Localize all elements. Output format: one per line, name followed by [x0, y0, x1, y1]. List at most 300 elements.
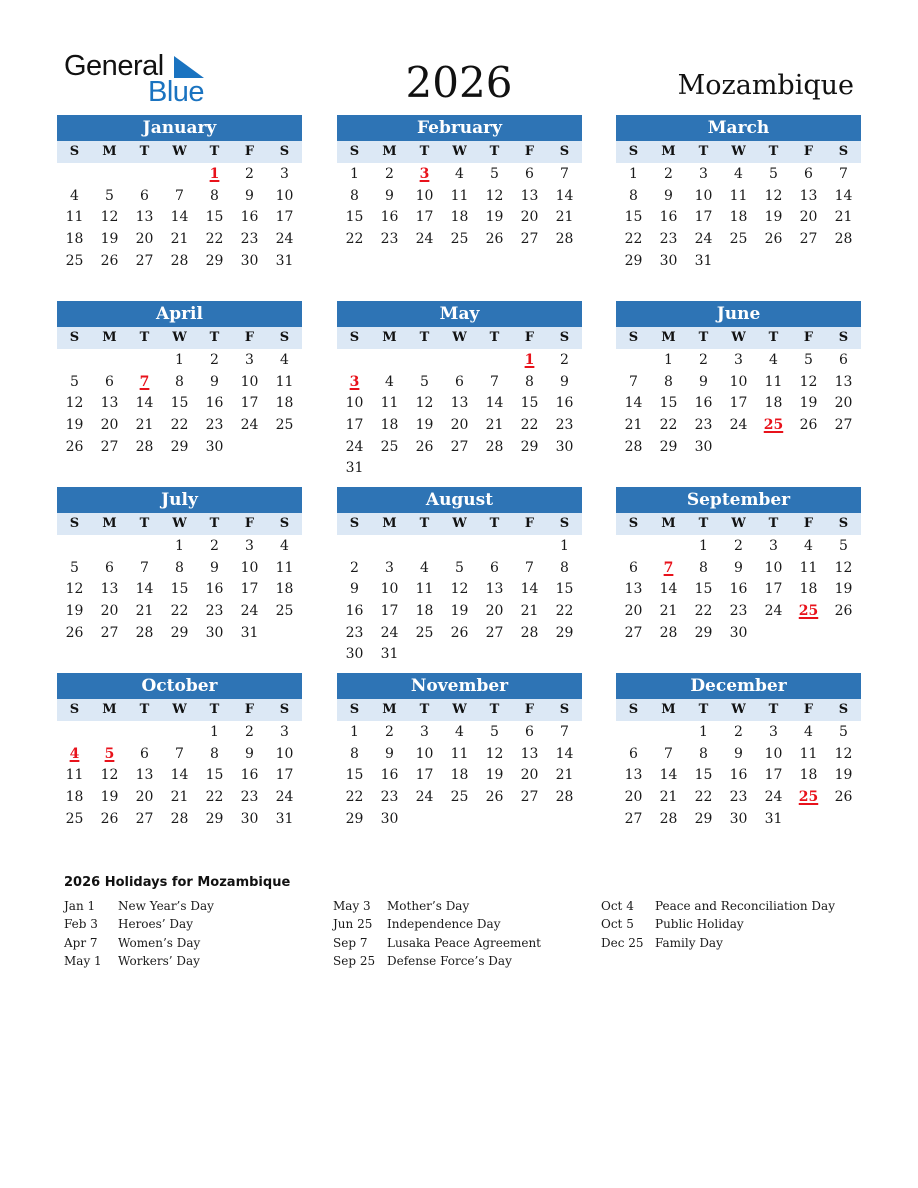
day-cell: 28	[659, 624, 678, 641]
month-header: February	[337, 115, 582, 141]
day-cell: 15	[345, 209, 364, 226]
day-cell: 29	[659, 438, 678, 455]
day-cell: 14	[520, 581, 539, 598]
empty-day-cell	[127, 721, 162, 743]
day-cell: 13	[485, 581, 504, 598]
weekday-label: T	[139, 516, 150, 531]
day-cell: 17	[240, 581, 259, 598]
holiday-name: Peace and Reconciliation Day	[655, 899, 835, 913]
day-cell: 20	[100, 417, 119, 434]
day-cell: 21	[485, 417, 504, 434]
day-cell: 13	[100, 581, 119, 598]
day-cell: 27	[834, 417, 853, 434]
day-cell: 21	[170, 789, 189, 806]
day-cell: 8	[210, 745, 219, 762]
empty-day-cell	[407, 349, 442, 371]
weekday-label: W	[452, 144, 467, 159]
day-cell: 13	[520, 187, 539, 204]
weekday-label: T	[698, 702, 709, 717]
day-cell: 2	[699, 352, 708, 368]
day-cell: 15	[170, 581, 189, 598]
day-cell: 7	[140, 559, 149, 576]
day-cell: 29	[170, 438, 189, 455]
day-cell: 31	[275, 810, 294, 827]
holiday-list-item	[64, 897, 214, 915]
day-cell: 2	[385, 724, 394, 740]
empty-day-cell	[651, 721, 686, 743]
holiday-name: Public Holiday	[655, 917, 744, 932]
weekday-label: S	[69, 330, 80, 345]
weekday-label: S	[628, 702, 639, 717]
day-cell: 29	[555, 624, 574, 641]
day-cell: 18	[799, 581, 818, 598]
day-cell: 17	[694, 209, 713, 226]
day-cell: 1	[175, 352, 184, 368]
day-cell: 12	[450, 581, 469, 598]
day-cell: 15	[624, 209, 643, 226]
day-cell: 9	[560, 373, 569, 390]
day-cell: 22	[555, 603, 574, 620]
holiday-date: Oct 4	[601, 899, 634, 913]
month-may	[337, 301, 582, 479]
day-cell: 11	[275, 373, 294, 390]
day-cell: 9	[350, 581, 359, 598]
weekday-label: M	[661, 144, 676, 159]
weekday-label: T	[698, 144, 709, 159]
month-header: September	[616, 487, 861, 513]
day-cell: 18	[450, 209, 469, 226]
weekday-label: F	[244, 330, 255, 345]
weekday-header-row	[337, 513, 582, 535]
days-grid	[337, 721, 582, 829]
weekday-label: T	[209, 516, 220, 531]
day-cell: 14	[135, 581, 154, 598]
day-cell: 28	[135, 438, 154, 455]
weekday-label: T	[489, 516, 500, 531]
day-cell: 9	[385, 187, 394, 204]
day-cell: 23	[729, 603, 748, 620]
weekday-label: S	[559, 702, 570, 717]
days-grid	[57, 535, 302, 643]
day-cell: 16	[205, 395, 224, 412]
weekday-label: T	[419, 144, 430, 159]
days-grid	[337, 163, 582, 250]
day-cell: 8	[560, 559, 569, 576]
day-cell: 6	[629, 559, 638, 576]
weekday-header-row	[57, 141, 302, 163]
day-cell: 8	[629, 187, 638, 204]
day-cell: 30	[240, 810, 259, 827]
day-cell: 12	[415, 395, 434, 412]
day-cell: 20	[100, 603, 119, 620]
day-cell: 6	[105, 559, 114, 576]
day-cell: 17	[275, 209, 294, 226]
calendar-year: 2026	[405, 58, 513, 107]
day-cell: 1	[699, 538, 708, 554]
day-cell: 21	[135, 417, 154, 434]
day-cell: 23	[555, 417, 574, 434]
weekday-label: M	[382, 516, 397, 531]
day-cell: 14	[555, 745, 574, 762]
day-cell: 28	[555, 789, 574, 806]
day-cell: 19	[764, 209, 783, 226]
day-cell: 26	[450, 624, 469, 641]
day-cell: 11	[450, 745, 469, 762]
day-cell: 5	[490, 166, 499, 182]
weekday-label: W	[172, 516, 187, 531]
day-cell: 7	[525, 559, 534, 576]
weekday-label: T	[209, 144, 220, 159]
weekday-label: W	[452, 516, 467, 531]
day-cell: 23	[694, 417, 713, 434]
day-cell: 12	[65, 395, 84, 412]
day-cell: 22	[345, 231, 364, 248]
day-cell: 12	[764, 187, 783, 204]
day-cell: 4	[280, 538, 289, 554]
day-cell: 14	[170, 767, 189, 784]
day-cell: 14	[659, 581, 678, 598]
day-cell: 24	[380, 624, 399, 641]
day-cell: 13	[100, 395, 119, 412]
day-cell: 1	[350, 724, 359, 740]
day-cell: 20	[520, 767, 539, 784]
day-cell: 11	[275, 559, 294, 576]
weekday-label: S	[349, 516, 360, 531]
day-cell: 10	[380, 581, 399, 598]
day-cell: 17	[345, 417, 364, 434]
day-cell: 24	[764, 603, 783, 620]
day-cell: 29	[170, 624, 189, 641]
day-cell: 17	[764, 767, 783, 784]
day-cell: 28	[624, 438, 643, 455]
day-cell: 9	[245, 187, 254, 204]
day-cell: 15	[205, 767, 224, 784]
month-august	[337, 487, 582, 665]
days-grid	[616, 349, 861, 457]
weekday-label: T	[419, 516, 430, 531]
weekday-label: M	[382, 702, 397, 717]
weekday-header-row	[616, 327, 861, 349]
day-cell: 27	[520, 789, 539, 806]
day-cell: 26	[834, 603, 853, 620]
holiday-date: Dec 25	[601, 935, 644, 950]
day-cell: 1	[350, 166, 359, 182]
day-cell: 7	[175, 187, 184, 204]
day-cell: 27	[135, 810, 154, 827]
day-cell: 1	[175, 538, 184, 554]
day-cell: 23	[240, 789, 259, 806]
weekday-label: F	[524, 702, 535, 717]
days-grid	[337, 535, 582, 665]
day-cell: 10	[415, 745, 434, 762]
weekday-label: F	[244, 144, 255, 159]
day-cell: 2	[734, 538, 743, 554]
empty-day-cell	[162, 721, 197, 743]
day-cell: 17	[380, 603, 399, 620]
day-cell: 3	[245, 352, 254, 368]
day-cell: 18	[275, 395, 294, 412]
day-cell: 16	[729, 767, 748, 784]
weekday-label: S	[559, 516, 570, 531]
day-cell: 24	[345, 438, 364, 455]
day-cell: 26	[65, 624, 84, 641]
day-cell: 20	[624, 603, 643, 620]
holidays-column	[601, 897, 835, 952]
empty-day-cell	[127, 349, 162, 371]
day-cell: 8	[699, 745, 708, 762]
month-april	[57, 301, 302, 457]
day-cell: 16	[729, 581, 748, 598]
day-cell: 3	[734, 352, 743, 368]
day-cell: 14	[834, 187, 853, 204]
holiday-name: Heroes’ Day	[118, 917, 193, 932]
weekday-label: F	[244, 702, 255, 717]
day-cell: 21	[555, 767, 574, 784]
day-cell: 6	[629, 745, 638, 762]
day-cell: 27	[485, 624, 504, 641]
holiday-list-item	[64, 934, 214, 952]
day-cell: 13	[799, 187, 818, 204]
day-cell: 14	[485, 395, 504, 412]
day-cell: 26	[100, 810, 119, 827]
day-cell: 23	[729, 789, 748, 806]
day-cell: 3	[769, 724, 778, 740]
weekday-header-row	[337, 141, 582, 163]
day-cell: 17	[240, 395, 259, 412]
day-cell: 23	[345, 624, 364, 641]
day-cell: 7	[490, 373, 499, 390]
weekday-label: S	[838, 702, 849, 717]
day-cell: 21	[659, 789, 678, 806]
day-cell: 5	[70, 559, 79, 576]
day-cell: 18	[764, 395, 783, 412]
weekday-label: M	[382, 144, 397, 159]
day-cell: 27	[135, 252, 154, 269]
logo-word-blue: Blue	[148, 76, 205, 108]
holiday-list-item	[333, 952, 541, 970]
day-cell: 21	[520, 603, 539, 620]
month-november	[337, 673, 582, 829]
weekday-label: F	[524, 516, 535, 531]
day-cell: 27	[624, 810, 643, 827]
day-cell: 14	[659, 767, 678, 784]
holiday-date: Apr 7	[64, 935, 98, 950]
weekday-header-row	[57, 327, 302, 349]
holiday-date: Sep 25	[333, 953, 376, 968]
weekday-label: W	[452, 702, 467, 717]
day-cell: 1	[560, 538, 569, 554]
holiday-day-cell: 7	[139, 373, 150, 390]
weekday-label: T	[768, 702, 779, 717]
day-cell: 14	[135, 395, 154, 412]
weekday-header-row	[616, 699, 861, 721]
day-cell: 28	[555, 231, 574, 248]
day-cell: 22	[345, 789, 364, 806]
day-cell: 27	[100, 438, 119, 455]
day-cell: 19	[100, 789, 119, 806]
day-cell: 24	[729, 417, 748, 434]
day-cell: 2	[664, 166, 673, 182]
day-cell: 21	[834, 209, 853, 226]
month-header: March	[616, 115, 861, 141]
weekday-label: T	[489, 144, 500, 159]
weekday-label: F	[803, 702, 814, 717]
empty-day-cell	[442, 349, 477, 371]
weekday-label: T	[209, 702, 220, 717]
day-cell: 27	[799, 231, 818, 248]
day-cell: 23	[205, 603, 224, 620]
weekday-label: M	[102, 330, 117, 345]
weekday-label: T	[768, 516, 779, 531]
day-cell: 16	[240, 767, 259, 784]
day-cell: 31	[380, 646, 399, 663]
day-cell: 4	[804, 538, 813, 554]
day-cell: 29	[205, 252, 224, 269]
day-cell: 21	[624, 417, 643, 434]
day-cell: 29	[624, 252, 643, 269]
day-cell: 31	[694, 252, 713, 269]
day-cell: 26	[100, 252, 119, 269]
month-header: January	[57, 115, 302, 141]
day-cell: 12	[834, 745, 853, 762]
day-cell: 9	[664, 187, 673, 204]
weekday-label: S	[279, 516, 290, 531]
day-cell: 2	[734, 724, 743, 740]
day-cell: 11	[65, 209, 84, 226]
day-cell: 19	[799, 395, 818, 412]
day-cell: 10	[729, 373, 748, 390]
day-cell: 25	[450, 789, 469, 806]
day-cell: 12	[485, 745, 504, 762]
weekday-label: T	[768, 144, 779, 159]
day-cell: 31	[240, 624, 259, 641]
day-cell: 21	[170, 231, 189, 248]
weekday-label: S	[69, 516, 80, 531]
day-cell: 19	[450, 603, 469, 620]
day-cell: 13	[624, 767, 643, 784]
weekday-label: M	[661, 702, 676, 717]
day-cell: 23	[380, 231, 399, 248]
holiday-list-item	[333, 915, 541, 933]
weekday-label: S	[559, 330, 570, 345]
day-cell: 20	[624, 789, 643, 806]
day-cell: 19	[834, 581, 853, 598]
day-cell: 7	[839, 166, 848, 182]
month-header: June	[616, 301, 861, 327]
day-cell: 22	[694, 789, 713, 806]
day-cell: 3	[385, 559, 394, 576]
weekday-label: W	[731, 702, 746, 717]
empty-day-cell	[407, 535, 442, 557]
day-cell: 22	[205, 789, 224, 806]
day-cell: 13	[624, 581, 643, 598]
day-cell: 9	[699, 373, 708, 390]
weekday-label: M	[102, 144, 117, 159]
weekday-label: F	[524, 330, 535, 345]
weekday-label: T	[139, 144, 150, 159]
empty-day-cell	[57, 721, 92, 743]
day-cell: 2	[350, 559, 359, 576]
day-cell: 13	[450, 395, 469, 412]
weekday-label: F	[524, 144, 535, 159]
holiday-date: May 1	[64, 953, 102, 968]
holiday-date: Jan 1	[64, 899, 96, 913]
day-cell: 24	[240, 603, 259, 620]
month-header: April	[57, 301, 302, 327]
day-cell: 10	[240, 559, 259, 576]
day-cell: 15	[170, 395, 189, 412]
day-cell: 18	[275, 581, 294, 598]
day-cell: 5	[420, 373, 429, 390]
month-march	[616, 115, 861, 271]
day-cell: 7	[560, 166, 569, 182]
holiday-name: New Year’s Day	[118, 899, 214, 913]
day-cell: 24	[415, 231, 434, 248]
holiday-date: Sep 7	[333, 935, 368, 950]
day-cell: 3	[420, 724, 429, 740]
day-cell: 26	[834, 789, 853, 806]
day-cell: 21	[659, 603, 678, 620]
empty-day-cell	[162, 163, 197, 185]
day-cell: 5	[455, 559, 464, 576]
day-cell: 8	[350, 187, 359, 204]
holidays-title: 2026 Holidays for Mozambique	[64, 875, 291, 890]
weekday-label: W	[731, 330, 746, 345]
day-cell: 10	[275, 187, 294, 204]
day-cell: 12	[65, 581, 84, 598]
day-cell: 19	[834, 767, 853, 784]
holiday-day-cell: 1	[524, 352, 535, 368]
day-cell: 27	[100, 624, 119, 641]
day-cell: 16	[345, 603, 364, 620]
day-cell: 2	[385, 166, 394, 182]
day-cell: 23	[380, 789, 399, 806]
day-cell: 10	[764, 745, 783, 762]
weekday-label: S	[628, 144, 639, 159]
day-cell: 18	[65, 789, 84, 806]
day-cell: 22	[694, 603, 713, 620]
empty-day-cell	[442, 535, 477, 557]
empty-day-cell	[477, 349, 512, 371]
day-cell: 28	[170, 252, 189, 269]
day-cell: 13	[520, 745, 539, 762]
empty-day-cell	[57, 163, 92, 185]
weekday-label: S	[838, 144, 849, 159]
day-cell: 15	[659, 395, 678, 412]
weekday-label: W	[172, 330, 187, 345]
day-cell: 28	[659, 810, 678, 827]
day-cell: 14	[555, 187, 574, 204]
day-cell: 28	[135, 624, 154, 641]
day-cell: 15	[694, 767, 713, 784]
day-cell: 19	[415, 417, 434, 434]
month-september	[616, 487, 861, 643]
day-cell: 12	[799, 373, 818, 390]
day-cell: 15	[555, 581, 574, 598]
days-grid	[616, 163, 861, 271]
empty-day-cell	[372, 349, 407, 371]
empty-day-cell	[616, 349, 651, 371]
day-cell: 19	[65, 603, 84, 620]
day-cell: 5	[70, 373, 79, 390]
day-cell: 26	[485, 231, 504, 248]
day-cell: 20	[135, 231, 154, 248]
day-cell: 13	[135, 209, 154, 226]
holiday-name: Mother’s Day	[387, 899, 470, 913]
holiday-name: Family Day	[655, 935, 723, 950]
weekday-label: S	[279, 144, 290, 159]
day-cell: 29	[694, 810, 713, 827]
